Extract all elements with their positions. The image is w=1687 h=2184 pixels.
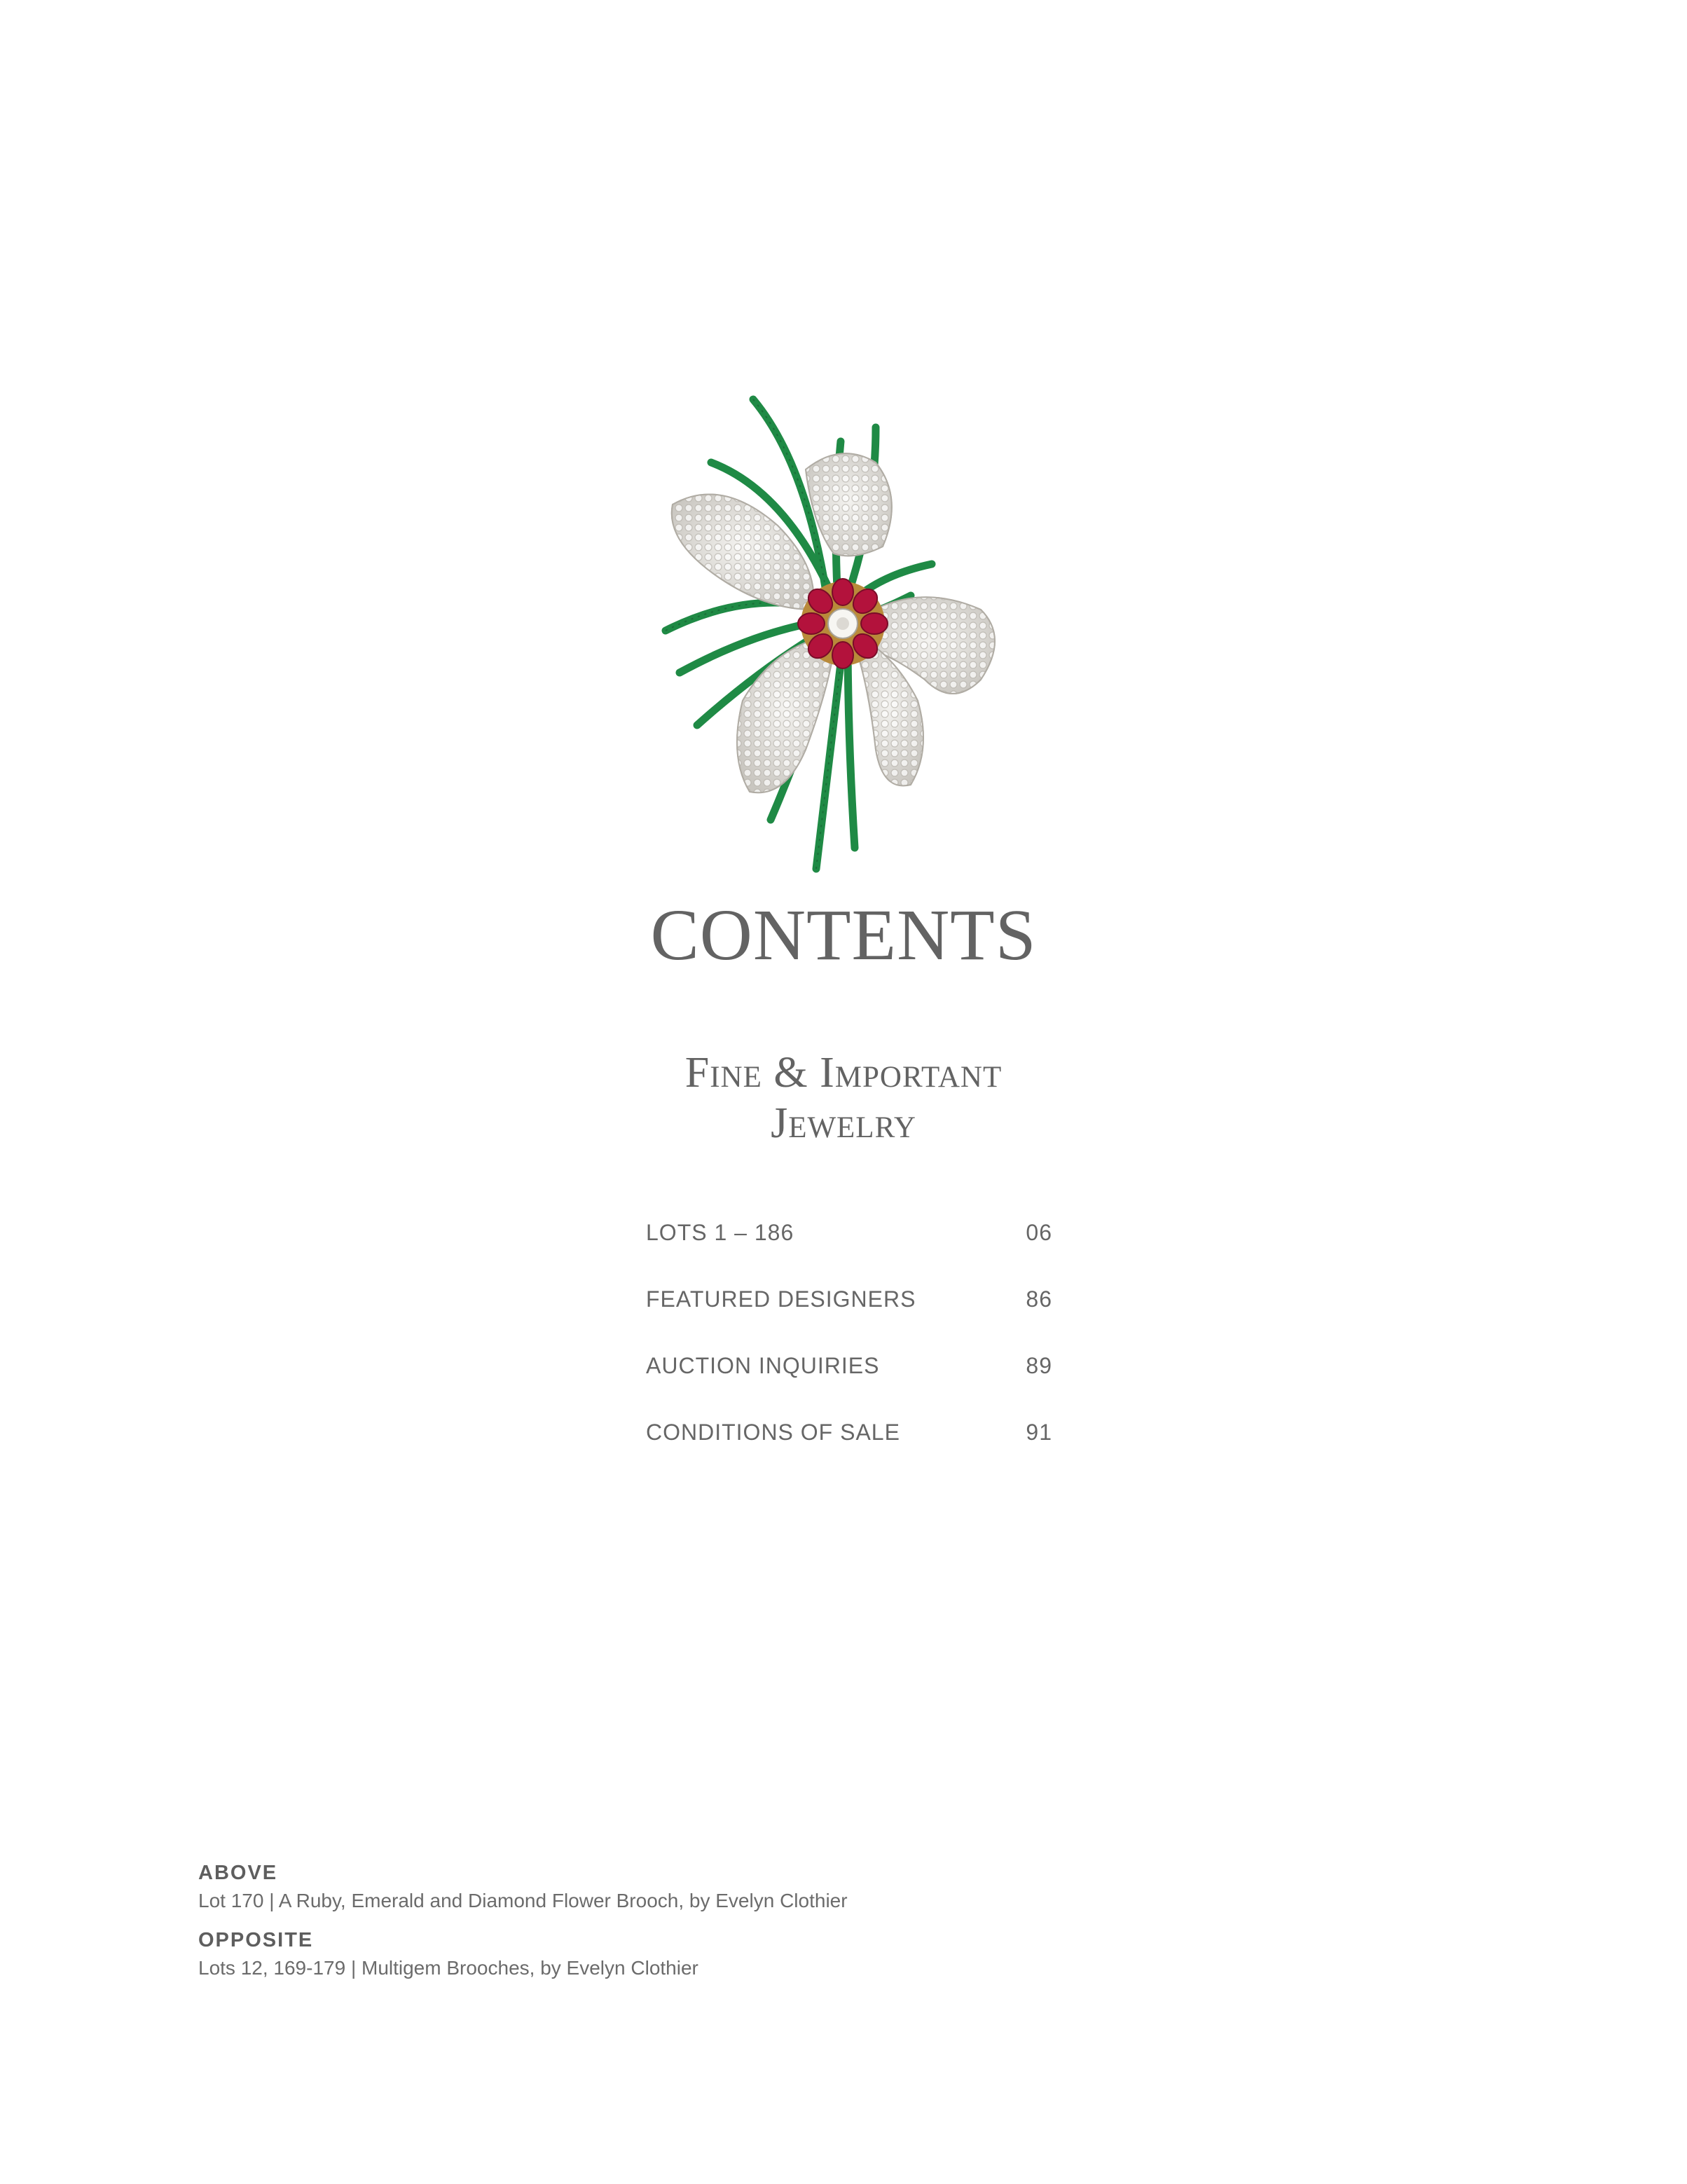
image-captions [198,1859,1179,1993]
page-title: CONTENTS [650,895,1037,975]
toc-label: FEATURED DESIGNERS [646,1286,916,1312]
toc-row-conditions-of-sale[interactable] [646,1399,1052,1466]
toc-label: AUCTION INQUIRIES [646,1353,880,1378]
toc-page-number: 86 [1026,1286,1052,1312]
toc-row-featured-designers[interactable] [646,1266,1052,1333]
section-title-line-1: Fine & Important [684,1049,1003,1097]
toc-row-auction-inquiries[interactable] [646,1333,1052,1399]
section-title-line-2: Jewelry [771,1099,916,1147]
toc-label: LOTS 1 – 186 [646,1220,794,1245]
caption-heading-above: ABOVE [198,1862,278,1884]
toc-page-number: 89 [1026,1353,1052,1378]
caption-text-above: Lot 170 | A Ruby, Emerald and Diamond Flower Brooch, by Evelyn Clothier [198,1890,848,1911]
ruby-flower-center [798,579,888,668]
caption-heading-opposite: OPPOSITE [198,1929,314,1951]
toc-page-number: 91 [1026,1420,1052,1445]
section-title [0,1048,1687,1148]
toc-label: CONDITIONS OF SALE [646,1420,900,1445]
caption-text-opposite: Lots 12, 169-179 | Multigem Brooches, by Evelyn Clothier [198,1957,698,1979]
flower-brooch-image [645,385,1037,876]
toc-row-lots[interactable] [646,1200,1052,1266]
table-of-contents [646,1200,1052,1466]
toc-page-number: 06 [1026,1220,1052,1245]
